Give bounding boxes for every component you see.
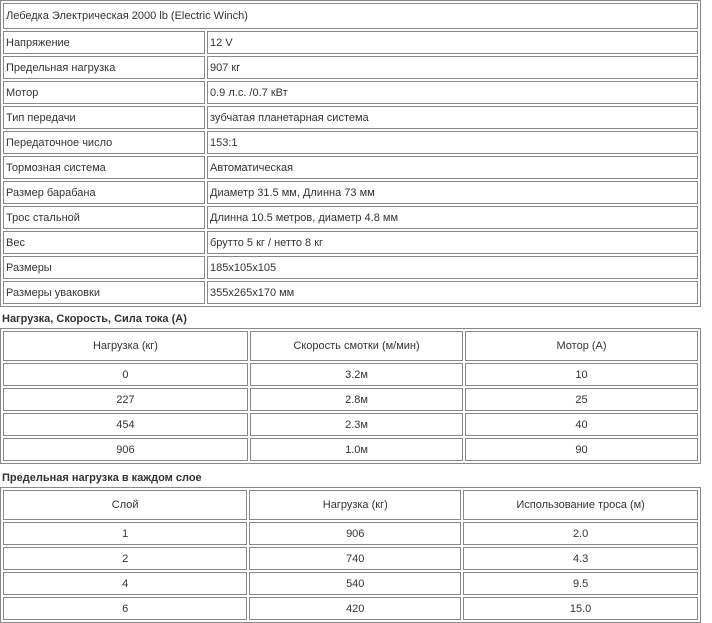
table-row [3,547,698,570]
spec-key: Размер барабана [3,181,205,204]
table-cell: 227 [3,388,248,411]
spec-key: Тормозная система [3,156,205,179]
table-cell: 906 [249,522,461,545]
spec-row [3,231,698,254]
table-header-row [3,490,698,520]
table-row [3,522,698,545]
column-header: Мотор (А) [465,331,698,361]
spec-title: Лебедка Электрическая 2000 lb (Electric Winch) [3,3,698,29]
column-header: Нагрузка (кг) [249,490,461,520]
table-cell: 2.3м [250,413,463,436]
spec-value: 0.9 л.с. /0.7 кВт [207,81,698,104]
spec-row [3,56,698,79]
column-header: Слой [3,490,247,520]
load-speed-heading: Нагрузка, Скорость, Сила тока (А) [2,313,187,325]
spec-key: Тип передачи [3,106,205,129]
spec-row [3,156,698,179]
spec-value: 907 кг [207,56,698,79]
spec-row [3,131,698,154]
spec-value: 153:1 [207,131,698,154]
table-row [3,597,698,620]
table-row [3,413,698,436]
spec-key: Мотор [3,81,205,104]
table-cell: 740 [249,547,461,570]
spec-row [3,81,698,104]
spec-value: 355x265x170 мм [207,281,698,304]
table-row [3,438,698,461]
layer-load-heading: Предельная нагрузка в каждом слое [2,472,202,484]
table-cell: 10 [465,363,698,386]
spec-value: зубчатая планетарная система [207,106,698,129]
spec-row [3,206,698,229]
table-cell: 6 [3,597,247,620]
table-cell: 3.2м [250,363,463,386]
spec-value: брутто 5 кг / нетто 8 кг [207,231,698,254]
spec-row [3,256,698,279]
spec-key: Размеры уваковки [3,281,205,304]
table-cell: 25 [465,388,698,411]
table-cell: 1 [3,522,247,545]
spec-row [3,106,698,129]
column-header: Использование троса (м) [463,490,698,520]
table-cell: 906 [3,438,248,461]
table-cell: 2 [3,547,247,570]
table-cell: 4.3 [463,547,698,570]
table-cell: 454 [3,413,248,436]
table-cell: 9.5 [463,572,698,595]
spec-value: 12 V [207,31,698,54]
spec-row [3,31,698,54]
column-header: Нагрузка (кг) [3,331,248,361]
table-row [3,363,698,386]
table-header-row [3,331,698,361]
table-cell: 15.0 [463,597,698,620]
table-cell: 420 [249,597,461,620]
table-cell: 40 [465,413,698,436]
load-speed-table [0,328,701,464]
table-cell: 2.0 [463,522,698,545]
table-cell: 4 [3,572,247,595]
table-cell: 90 [465,438,698,461]
spec-key: Размеры [3,256,205,279]
layer-load-table [0,487,701,623]
spec-table [0,0,701,307]
spec-key: Передаточное число [3,131,205,154]
spec-key: Предельная нагрузка [3,56,205,79]
table-cell: 1.0м [250,438,463,461]
spec-value: Длинна 10.5 метров, диаметр 4.8 мм [207,206,698,229]
table-cell: 0 [3,363,248,386]
spec-key: Трос стальной [3,206,205,229]
spec-value: 185x105x105 [207,256,698,279]
spec-value: Диаметр 31.5 мм, Длинна 73 мм [207,181,698,204]
table-cell: 540 [249,572,461,595]
table-cell: 2.8м [250,388,463,411]
spec-key: Вес [3,231,205,254]
column-header: Скорость смотки (м/мин) [250,331,463,361]
spec-title-row [3,3,698,29]
spec-row [3,281,698,304]
table-row [3,572,698,595]
spec-value: Автоматическая [207,156,698,179]
spec-row [3,181,698,204]
spec-key: Напряжение [3,31,205,54]
table-row [3,388,698,411]
